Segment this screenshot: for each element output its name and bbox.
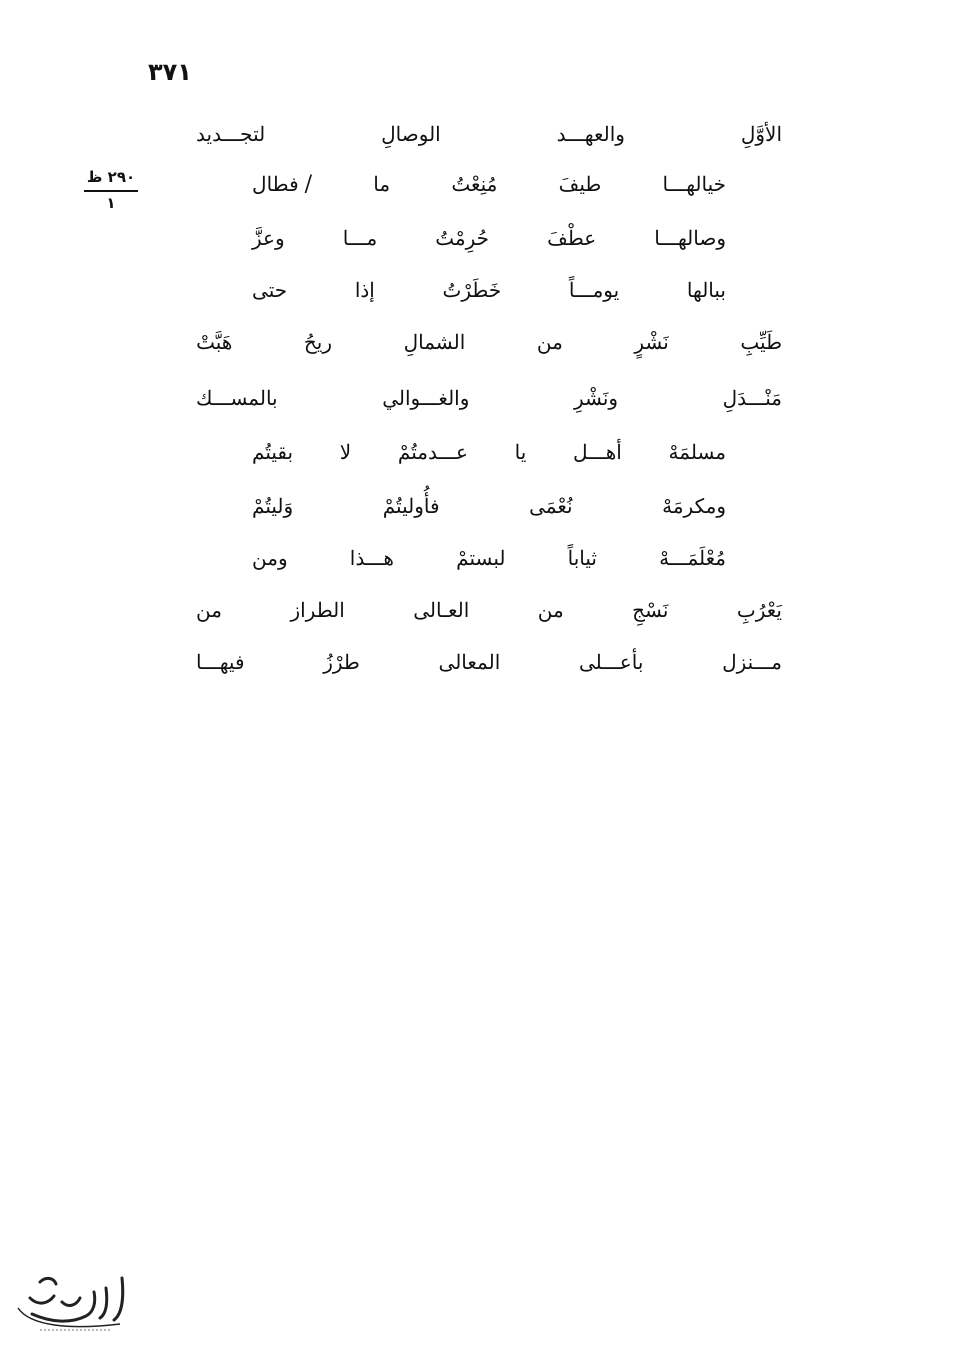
- folio-reference: ٢٩٠ ظ: [84, 168, 138, 192]
- poem-word: والعهـــد: [556, 122, 625, 146]
- poem-line: [252, 172, 726, 197]
- poem-word: لبستمْ: [456, 546, 506, 570]
- line-marker: /: [304, 172, 313, 197]
- poem-word: فأُوليتُمْ: [382, 494, 440, 518]
- poem-line: [196, 386, 782, 410]
- page-number: ٣٧١: [148, 58, 192, 86]
- poem-word: العـالى: [413, 598, 470, 622]
- poem-word: فيهـــا: [196, 650, 245, 674]
- poem-word: وعزَّ: [252, 226, 285, 250]
- poem-word: عـــدمتُمْ: [397, 440, 468, 464]
- folio-number: ١: [106, 194, 116, 212]
- poem-word: مُنِعْتُ: [451, 172, 498, 196]
- poem-word: بقيتُم: [252, 440, 294, 464]
- poem-word: ومن: [252, 546, 288, 570]
- poem-word: مـــنزل: [722, 650, 782, 674]
- poem-word: ثياباً: [567, 546, 597, 570]
- poem-word: الوصالِ: [381, 122, 441, 146]
- poem-line: [196, 598, 782, 622]
- poem-word: خَطَرْتُ: [442, 278, 502, 302]
- poem-word: الشمالِ: [403, 330, 466, 354]
- poem-word: إذا: [354, 278, 375, 302]
- poem-word: خيالهـــا: [662, 172, 726, 196]
- poem-word: أهـــل: [573, 440, 622, 464]
- poem-word: الأوَّلِ: [740, 122, 782, 146]
- poem-word: ما: [373, 172, 391, 196]
- poem-line: [196, 330, 782, 354]
- poem-word: لتجـــديد: [196, 122, 266, 146]
- poem-word: حُرِمْتُ: [435, 226, 490, 250]
- poem-word: يا: [514, 440, 527, 464]
- poem-word: ريحُ: [303, 330, 333, 354]
- marked-word-group: [252, 172, 312, 197]
- poem-line: [252, 494, 726, 518]
- poem-word: طرْزُ: [323, 650, 360, 674]
- poem-line: [196, 122, 782, 146]
- poem-word: من: [537, 598, 564, 622]
- poem-word: نَسْجِ: [632, 598, 669, 622]
- poem-word: ومكرمَهْ: [662, 494, 726, 518]
- poem-word: المعالى: [438, 650, 501, 674]
- poem-line: [252, 278, 726, 302]
- poem-line: [252, 226, 726, 250]
- poem-word: مـــا: [342, 226, 378, 250]
- poem-line: [252, 546, 726, 570]
- poem-word: يومـــاً: [568, 278, 620, 302]
- poem-word: والغـــوالي: [382, 386, 470, 410]
- poem-word: الطراز: [290, 598, 345, 622]
- poem-line: [196, 650, 782, 674]
- poem-word: من: [196, 598, 222, 622]
- poem-word: بأعـــلى: [578, 650, 644, 674]
- poem-word: طيفَ: [558, 172, 602, 196]
- poem-word: فطال: [252, 172, 299, 196]
- publisher-logo: [10, 1268, 136, 1336]
- poem-word: ونَشْرِ: [573, 386, 619, 410]
- poem-word: لا: [339, 440, 352, 464]
- poem-word: بالمســـك: [196, 386, 278, 410]
- poem-word: وصالهـــا: [654, 226, 726, 250]
- poem-word: حتى: [252, 278, 288, 302]
- poem-word: نُعْمَى: [529, 494, 573, 518]
- poem-word: طَيِّبِ: [740, 330, 782, 354]
- poem-word: ببالها: [686, 278, 726, 302]
- poem-word: هَبَّتْ: [196, 330, 233, 354]
- poem-word: عطْفَ: [547, 226, 597, 250]
- poem-word: يَعْرُبِ: [736, 598, 782, 622]
- poem-word: مسلمَهْ: [668, 440, 726, 464]
- poem-word: هـــذا: [349, 546, 394, 570]
- poem-line: [252, 440, 726, 464]
- poem-word: وَليتُمْ: [252, 494, 294, 518]
- poem-word: مُعْلَمَـــهْ: [659, 546, 726, 570]
- margin-folio-note: [84, 168, 138, 212]
- poem-word: نَشْرٍ: [634, 330, 669, 354]
- poem-word: من: [536, 330, 563, 354]
- poem-word: مَنْـــدَلِ: [722, 386, 782, 410]
